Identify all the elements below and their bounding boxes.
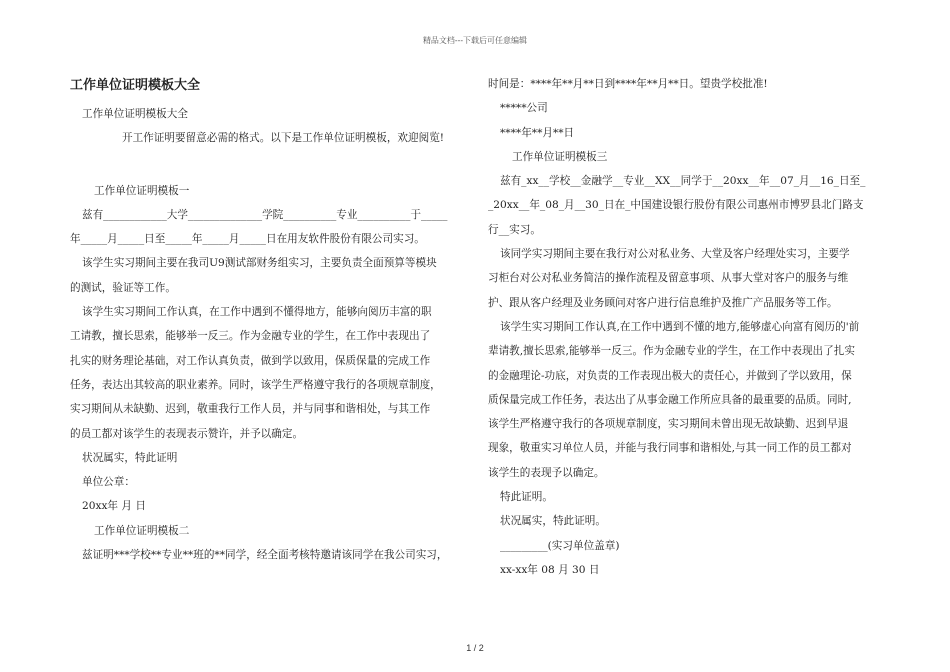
- seal-label: 单位公章：: [82, 476, 135, 489]
- text-line: 该同学实习期间主要在我行对公对私业务、大堂及客户经理处实习，主要学: [500, 248, 850, 261]
- text-line: 质保量完成工作任务，表达出了从事金融工作所应具备的最重要的品质。同时,: [488, 393, 852, 406]
- text-line: 实习期间从未缺勤、迟到，敬重我行工作人员，并与同事和谐相处，与其工作: [70, 403, 431, 416]
- text-line: 该学生实习期间工作认真，在工作中遇到不懂得地方，能够向阅历丰富的职: [82, 306, 432, 319]
- text-line: 护、跟从客户经理及业务顾问对客户进行信息维护及推广产品服务等工作。: [488, 296, 838, 309]
- intro-text: 开工作证明要留意必需的格式。以下是工作单位证明模板，欢迎阅览!: [122, 132, 445, 145]
- text-line: _20xx__年_08_月__30_日在_中国建设银行股份有限公司惠州市博罗县北门路支: [488, 199, 864, 212]
- text-line: 该学生实习期间主要在我司U9测试部财务组实习，主要负责全面预算等模块: [82, 257, 437, 270]
- blank-space: [70, 151, 462, 179]
- text-line: 的员工都对该学生的表现表示赞许，并予以确定。: [70, 427, 304, 440]
- document-title: 工作单位证明模板大全: [70, 78, 201, 93]
- right-column: [488, 72, 880, 582]
- text-line: 兹有_xx__学校__金融学__专业__XX__同学于__20xx__年__07_月__16_日至_: [500, 175, 866, 188]
- template-3-heading: 工作单位证明模板三: [512, 150, 608, 163]
- closing-text: 特此证明。: [500, 491, 553, 504]
- subtitle: 工作单位证明模板大全: [82, 108, 188, 120]
- text-line: 年_____月_____日至_____年_____月_____日在用友软件股份有限公司实习。: [70, 233, 425, 246]
- text-line: 该学生严格遵守我行的各项规章制度，实习期间未曾出现无故缺勤、迟到早退: [488, 418, 849, 431]
- template-1-heading: 工作单位证明模板一: [94, 184, 190, 197]
- left-column: [70, 72, 462, 567]
- text-line: 工请教，擅长思索，能够举一反三。作为金融专业的学生，在工作中表现出了: [70, 330, 431, 343]
- text-line: 该学生的表现予以确定。: [488, 466, 605, 479]
- text-line: 辈请教,擅长思索,能够举一反三。作为金融专业的学生，在工作中表现出了扎实: [488, 345, 855, 358]
- text-line: 的金融理论-功底，对负责的工作表现出极大的责任心，并做到了学以致用，保: [488, 369, 852, 382]
- closing-text: 状况属实，特此证明: [82, 451, 178, 464]
- company-name: *****公司: [500, 102, 548, 115]
- template-2-heading: 工作单位证明模板二: [94, 524, 190, 537]
- text-line: 的测试，验证等工作。: [70, 281, 176, 294]
- text-line: 现象，敬重实习单位人员，并能与我行同事和谐相处,与其一同工作的员工都对: [488, 442, 852, 455]
- seal-label: _________(实习单位盖章): [500, 539, 620, 552]
- date-line: ****年**月**日: [500, 126, 575, 139]
- text-line: 扎实的财务理论基础，对工作认真负责，做到学以致用，保质保量的完成工作: [70, 354, 431, 367]
- text-line: 该学生实习期间工作认真,在工作中遇到不懂的地方,能够虚心向富有阅历的'前: [500, 320, 860, 333]
- text-line: 时间是：****年**月**日到****年**月**日。望贵学校批准!: [488, 78, 768, 90]
- text-line: 行__实习。: [488, 223, 541, 236]
- page-number: 1 / 2: [466, 643, 484, 653]
- date-line: xx-xx年 08 月 30 日: [500, 563, 600, 576]
- closing-text: 状况属实，特此证明。: [500, 515, 606, 528]
- page-header: 精品文档---下载后可任意编辑: [422, 36, 528, 45]
- text-line: 兹证明***学校**专业**班的**同学，经全面考核特邀请该同学在我公司实习，: [82, 549, 448, 562]
- date-line: 20xx年 月 日: [82, 500, 146, 513]
- text-line: 任务，表达出其较高的职业素养。同时，该学生严格遵守我行的各项规章制度，: [70, 378, 441, 391]
- text-line: 兹有____________大学______________学院__________专业__________于_____: [82, 208, 448, 221]
- text-line: 习柜台对公对私业务简洁的操作流程及留意事项、从事大堂对客户的服务与维: [488, 272, 849, 285]
